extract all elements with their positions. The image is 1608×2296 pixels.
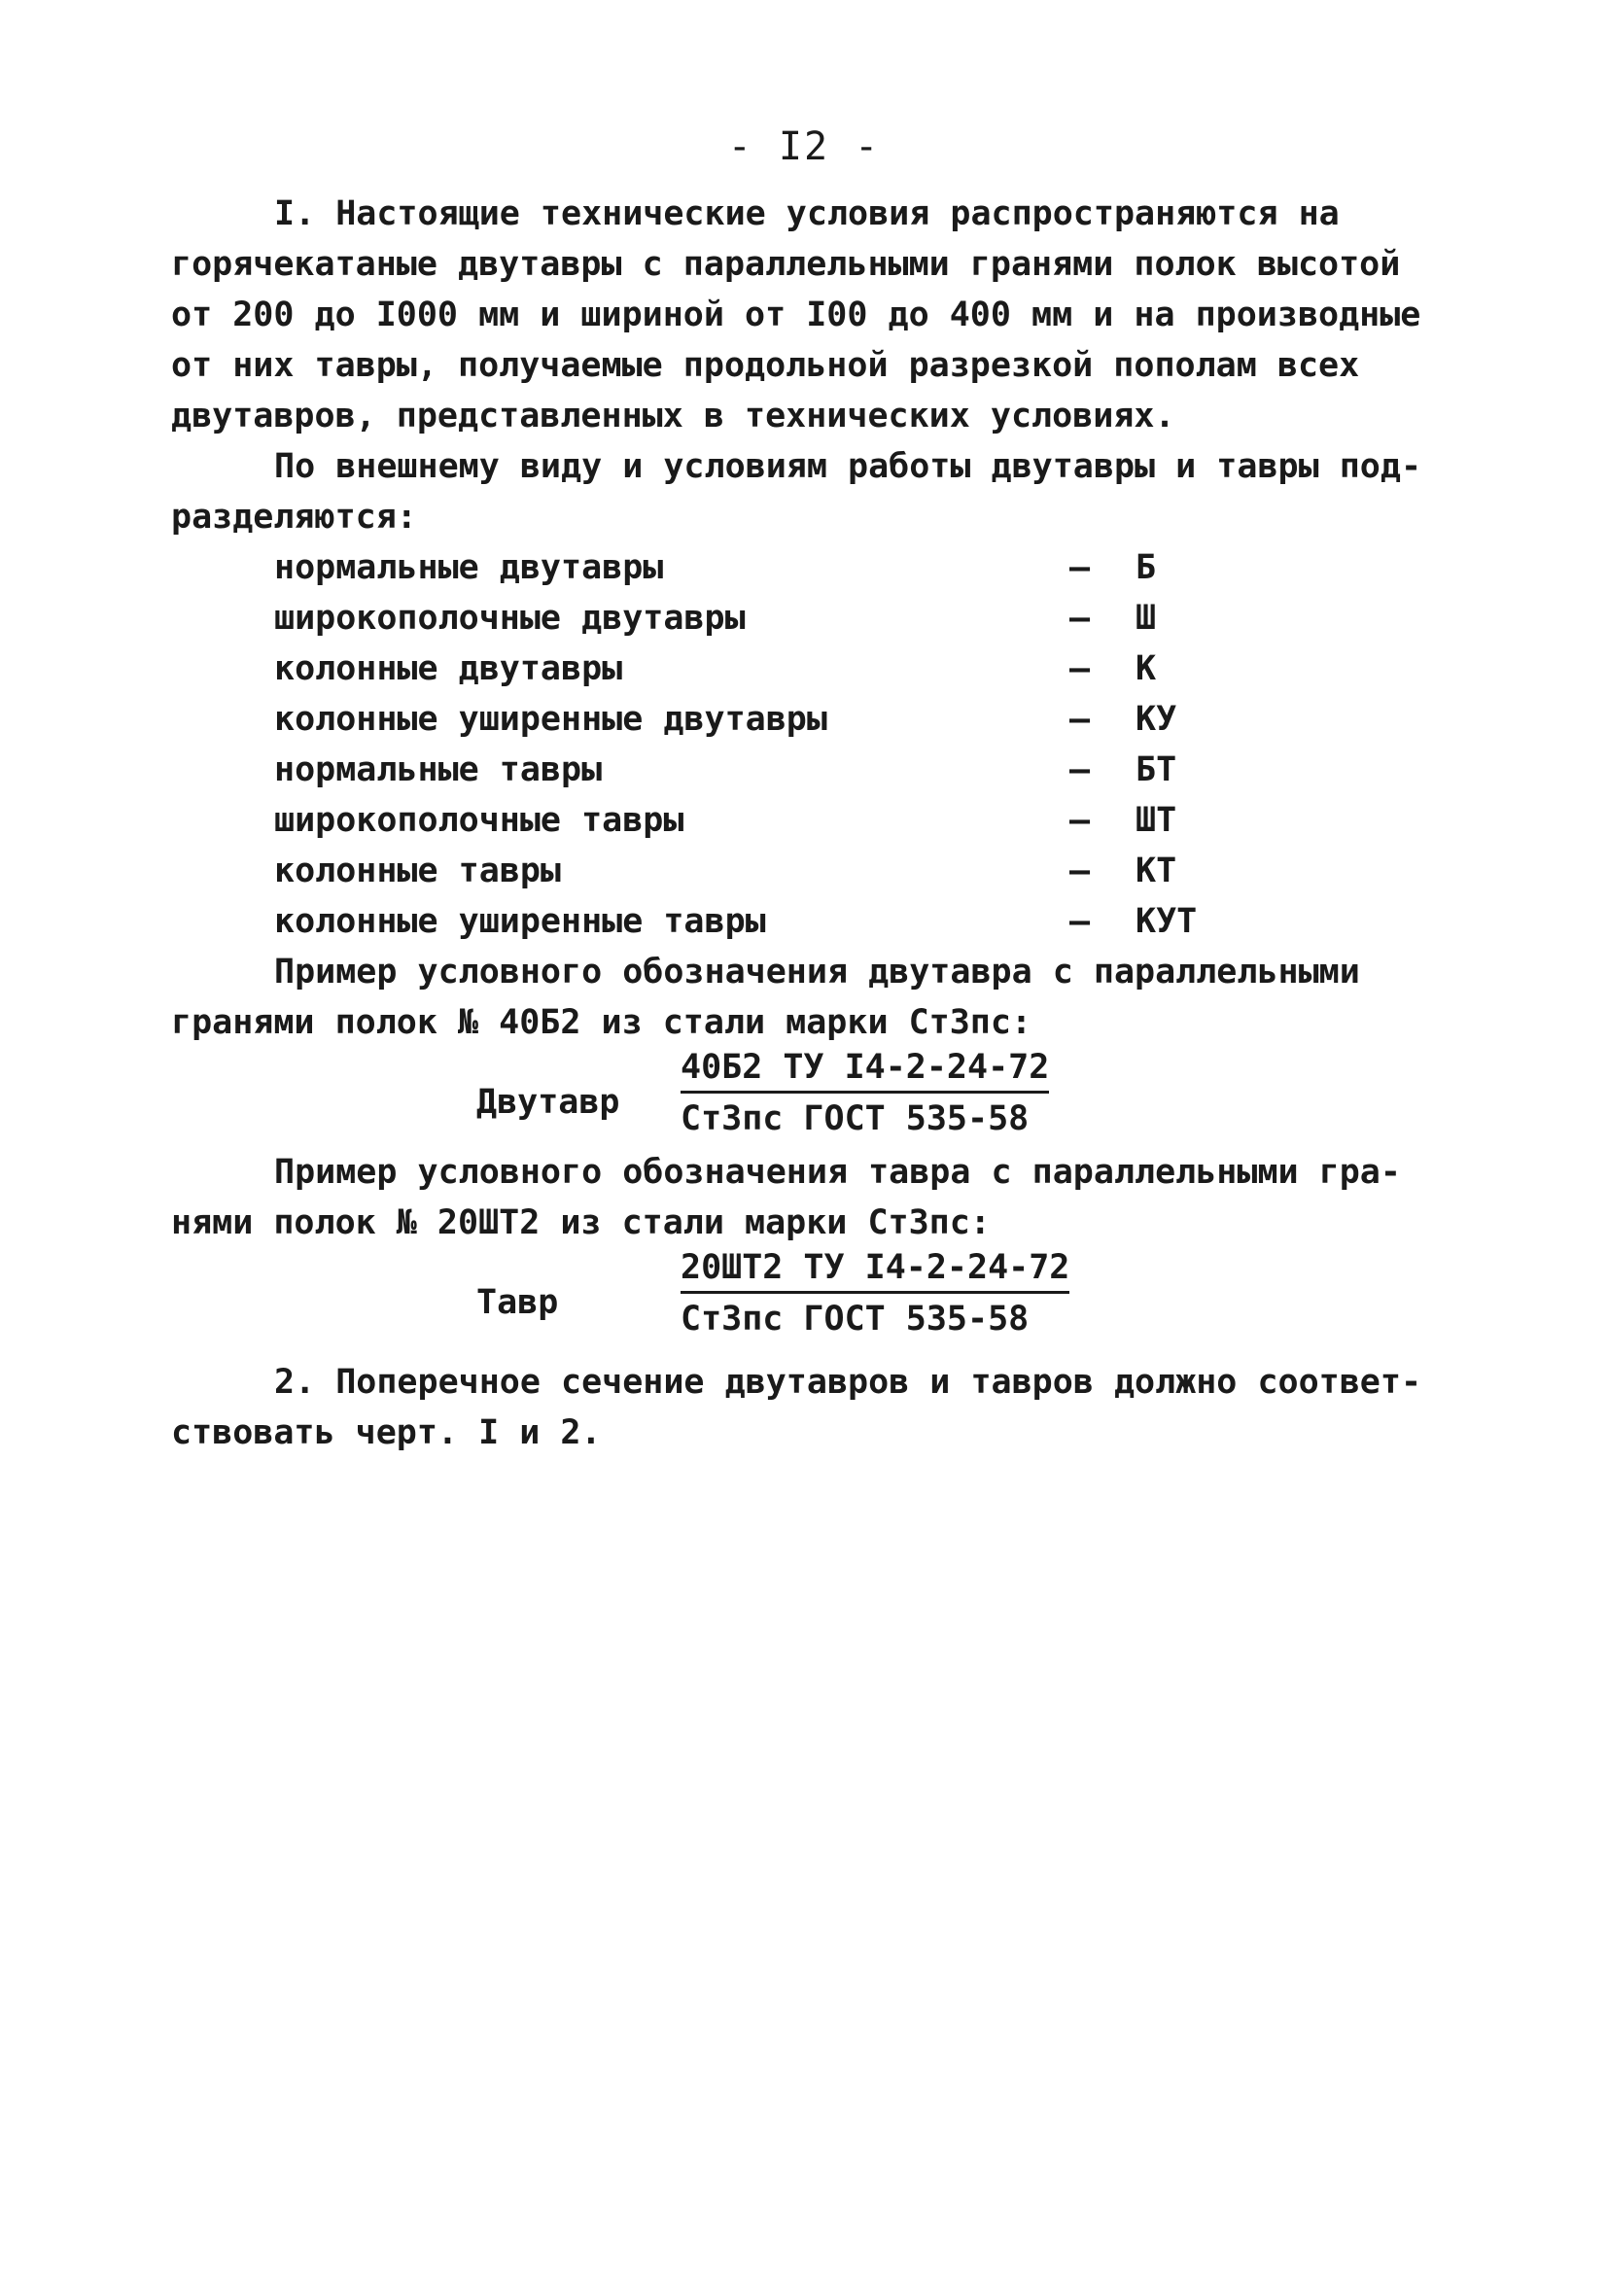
class-dash: –	[1069, 599, 1091, 638]
para1-line: горячекатаные двутавры с параллельными гранями полок высотой	[171, 245, 1401, 284]
class-dash: –	[1069, 700, 1091, 739]
class-dash: –	[1069, 852, 1091, 890]
example2-line: нями полок № 20ШТ2 из стали марки Ст3пс:	[171, 1203, 991, 1242]
class-code: КУ	[1136, 700, 1177, 739]
class-name: нормальные двутавры	[274, 548, 664, 587]
class-dash: –	[1069, 902, 1091, 941]
class-dash: –	[1069, 750, 1091, 789]
class-code: Ш	[1136, 599, 1157, 638]
designation-label: Двутавр	[476, 1083, 620, 1122]
class-name: колонные уширенные тавры	[274, 902, 766, 941]
page-number: - I2 -	[727, 124, 881, 169]
para2-line: разделяются:	[171, 498, 417, 537]
class-dash: –	[1069, 548, 1091, 587]
para3-line: 2. Поперечное сечение двутавров и тавров должно соответ-	[274, 1363, 1422, 1402]
class-name: колонные двутавры	[274, 649, 623, 688]
designation-denominator: Ст3пс ГОСТ 535-58	[681, 1300, 1030, 1339]
designation-denominator: Ст3пс ГОСТ 535-58	[681, 1099, 1030, 1138]
class-name: широкополочные двутавры	[274, 599, 746, 638]
class-code: КУТ	[1136, 902, 1198, 941]
designation-numerator: 20ШТ2 ТУ I4-2-24-72	[681, 1246, 1069, 1294]
example1-line: гранями полок № 40Б2 из стали марки Ст3пс:	[171, 1003, 1032, 1042]
designation-fraction	[681, 1246, 1069, 1340]
class-dash: –	[1069, 801, 1091, 840]
para1-line: от 200 до I000 мм и шириной от I00 до 400 мм и на производные	[171, 296, 1421, 334]
para3-line: ствовать черт. I и 2.	[171, 1413, 602, 1452]
class-name: колонные уширенные двутавры	[274, 700, 827, 739]
para2-line: По внешнему виду и условиям работы двутавры и тавры под-	[274, 447, 1422, 486]
para1-line: двутавров, представленных в технических условиях.	[171, 397, 1175, 435]
class-code: К	[1136, 649, 1157, 688]
class-code: БТ	[1136, 750, 1177, 789]
class-code: Б	[1136, 548, 1157, 587]
para1-line: I. Настоящие технические условия распространяются на	[274, 194, 1340, 233]
class-dash: –	[1069, 649, 1091, 688]
designation-label: Тавр	[476, 1283, 559, 1322]
class-name: нормальные тавры	[274, 750, 603, 789]
class-name: колонные тавры	[274, 852, 562, 890]
para1-line: от них тавры, получаемые продольной разрезкой пополам всех	[171, 346, 1360, 385]
class-name: широкополочные тавры	[274, 801, 684, 840]
designation-fraction	[681, 1046, 1049, 1140]
class-code: ШТ	[1136, 801, 1177, 840]
example2-line: Пример условного обозначения тавра с параллельными гра-	[274, 1153, 1401, 1192]
class-code: КТ	[1136, 852, 1177, 890]
example1-line: Пример условного обозначения двутавра с параллельными	[274, 953, 1360, 991]
designation-numerator: 40Б2 ТУ I4-2-24-72	[681, 1046, 1049, 1094]
